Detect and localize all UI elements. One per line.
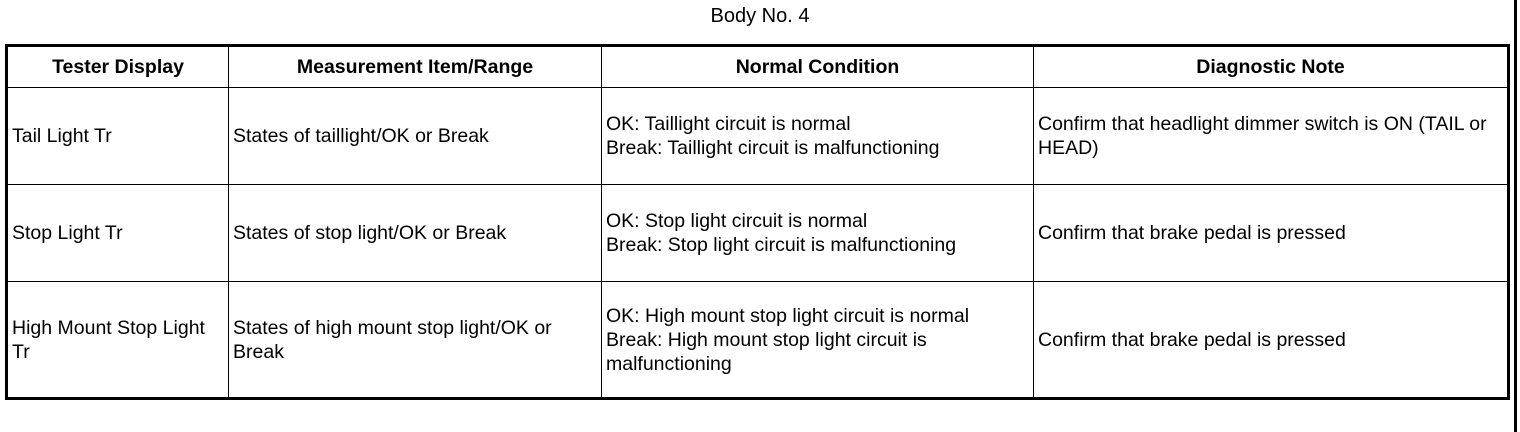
cell-diagnostic-note: Confirm that headlight dimmer switch is ON (TAIL or HEAD) [1034,88,1509,185]
table-row [7,185,1509,282]
header-tester-display: Tester Display [7,46,229,88]
header-diagnostic-note: Diagnostic Note [1034,46,1509,88]
normal-ok-text: OK: Taillight circuit is normal [606,113,851,135]
cell-diagnostic-note: Confirm that brake pedal is pressed [1034,185,1509,282]
cell-measurement: States of stop light/OK or Break [229,185,602,282]
cell-diagnostic-note: Confirm that brake pedal is pressed [1034,282,1509,399]
header-normal-condition: Normal Condition [602,46,1034,88]
cell-normal-condition [602,185,1034,282]
table-row [7,282,1509,399]
normal-ok-text: OK: High mount stop light circuit is normal [606,304,970,327]
cell-measurement: States of taillight/OK or Break [229,88,602,185]
normal-break-text: Break: Taillight circuit is malfunctioning [606,137,940,159]
cell-tester-display: Stop Light Tr [7,185,229,282]
page-right-rule [1514,0,1517,432]
cell-normal-condition [602,282,1034,399]
normal-ok-text: OK: Stop light circuit is normal [606,210,868,232]
normal-break-text: Break: Stop light circuit is malfunctioning [606,234,957,256]
cell-tester-display: Tail Light Tr [7,88,229,185]
table-header-row [7,46,1509,88]
cell-tester-display: High Mount Stop Light Tr [7,282,229,399]
table-row [7,88,1509,185]
header-measurement-item: Measurement Item/Range [229,46,602,88]
table-caption: Body No. 4 [710,5,810,27]
normal-break-text: Break: High mount stop light circuit is malfunctioning [606,328,927,375]
cell-measurement: States of high mount stop light/OK or Break [229,282,602,399]
diagnostic-table [5,44,1510,400]
cell-normal-condition [602,88,1034,185]
